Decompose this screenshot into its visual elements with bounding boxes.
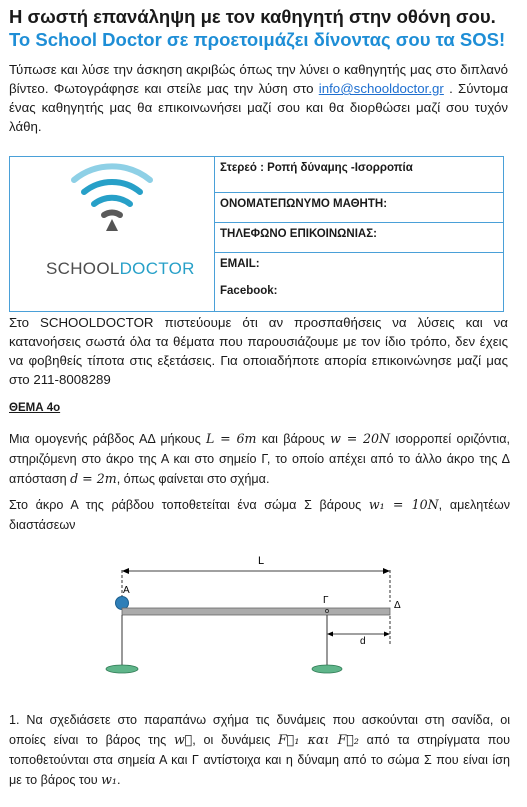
- note-paragraph: Στο SCHOOLDOCTOR πιστεύουμε ότι αν προσπαθήσεις να λύσεις και να κατανοήσεις σωστά όλα τα θέματα που παρουσιάζουμε με τον ίδιο τρόπο, δεν έχεις να φοβηθείς τίποτα στις εξετάσεις. Για οποιαδήποτε απορία επικοινώνησε μαζί μας στο 211-8008289: [9, 315, 508, 387]
- intro-paragraph: [9, 60, 508, 136]
- email-field[interactable]: EMAIL:: [220, 258, 260, 270]
- intro-text-before: Τύπωσε και λύσε την άσκηση ακριβώς όπως την λύνει ο καθηγητής μας στο διπλανό βίντεο. Φωτογράφησε και στείλε μας την λύση στο: [9, 62, 508, 96]
- rod: [122, 608, 390, 615]
- dimension-L: [122, 555, 390, 602]
- wifi-signal-icon: [10, 157, 214, 257]
- label-G: Γ: [323, 595, 329, 606]
- question-1: 1. Να σχεδιάσετε στο παραπάνω σχήμα τις δυνάμεις που ασκούνται στη σανίδα, οι οποίες είναι το βάρος της w⃗, οι δυνάμεις F⃗₁ και F⃗₂ από τα στηρίγματα που τοποθετούνται στα σημεία Α και Γ αντίστοιχα και η δύναμη από το σώμα Σ που είναι ίση με το βάρος του w₁.: [9, 713, 510, 787]
- schooldoctor-logo: SCHOOLDOCTOR: [46, 259, 195, 278]
- label-L: L: [258, 555, 265, 567]
- facebook-field[interactable]: Facebook:: [220, 285, 278, 297]
- student-info-card: [9, 156, 504, 312]
- support-A: [106, 615, 138, 673]
- dimension-d: [327, 616, 390, 647]
- section-heading: ΘΕΜΑ 4ο: [9, 402, 61, 414]
- label-A: Α: [123, 585, 130, 596]
- email-link[interactable]: info@schooldoctor.gr: [318, 81, 444, 96]
- rod-figure: [0, 540, 527, 680]
- label-d: d: [360, 636, 366, 647]
- problem-paragraph-2: Στο άκρο Α της ράβδου τοποθετείται ένα σώμα Σ βάρους w₁ = 10N, αμελητέων διαστάσεων: [9, 497, 510, 532]
- page-subtitle: To School Doctor σε προετοιμάζει δίνοντας σου τα SOS!: [9, 29, 506, 50]
- student-name-field[interactable]: ΟΝΟΜΑΤΕΠΩΝΥΜΟ ΜΑΘΗΤΗ:: [215, 193, 503, 223]
- problem-paragraph-1: Μια ομογενής ράβδος ΑΔ μήκους L = 6m και βάρους w = 20N ισορροπεί οριζόντια, στηριζόμενη στο άκρο της Α και στο σημείο Γ, το οποίο απέχει από το άλλο άκρο της Δ απόσταση d = 2m, όπως φαίνεται στο σχήμα.: [9, 431, 510, 486]
- body-sigma: [116, 597, 129, 610]
- topic-row: Στερεό : Ροπή δύναμης -Ισορροπία: [215, 157, 503, 193]
- page-title: Η σωστή επανάληψη με τον καθηγητή στην οθόνη σου.: [9, 6, 496, 27]
- logo-cell: [10, 157, 215, 311]
- support-G: [312, 615, 342, 673]
- intro-text-after: . Σύντομα ένας καθηγητής μας θα επικοινωνήσει μαζί σου και θα διορθώσει μαζί σου τυχόν λάθη.: [9, 81, 509, 134]
- label-D: Δ: [394, 600, 401, 611]
- phone-field[interactable]: ΤΗΛΕΦΩΝΟ ΕΠΙΚΟΙΝΩΝΙΑΣ:: [215, 223, 503, 253]
